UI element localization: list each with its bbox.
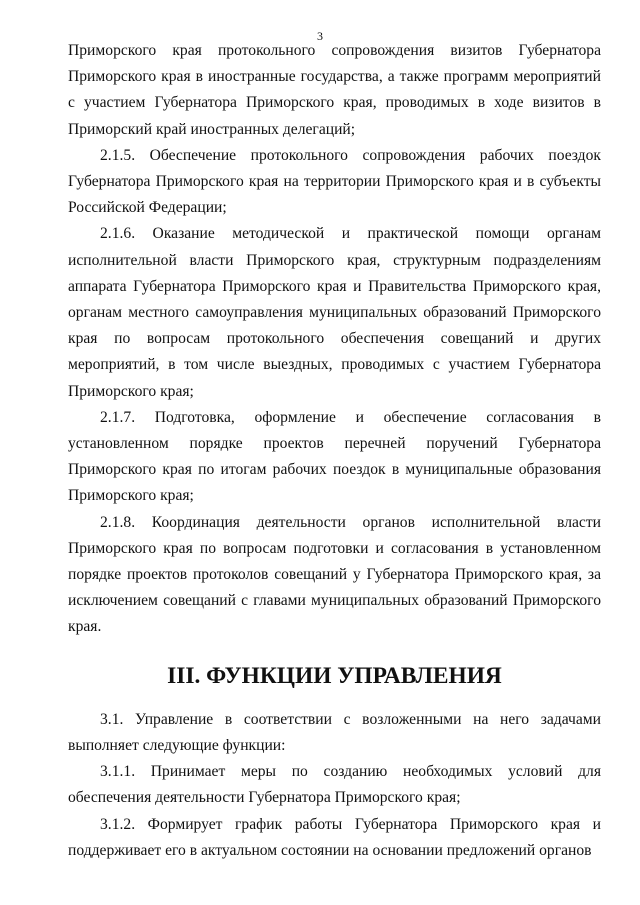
paragraph-2-1-7: 2.1.7. Подготовка, оформление и обеспечение согласования в установленном порядке проектов перечней поручений Губернатора Приморского края по итогам рабочих поездок в муниципальные образования Приморского края;	[68, 408, 601, 505]
paragraph-3-1-2: 3.1.2. Формирует график работы Губернатора Приморского края и поддерживает его в актуальном состоянии на основании предложений органов	[68, 815, 601, 859]
paragraph: Приморского края протокольного сопровождения визитов Губернатора Приморского края в иностранные государства, а также программ мероприятий с участием Губернатора Приморского края, проводимых в ходе визитов в Приморский край иностранных делегаций;	[68, 42, 601, 138]
paragraph-2-1-8: 2.1.8. Координация деятельности органов исполнительной власти Приморского края по вопросам подготовки и согласования в установленном порядке проектов протоколов совещаний у Губернатора Приморского края, за исключением совещаний с главами муниципальных образований Приморского края.	[68, 513, 601, 636]
paragraph-3-1-1: 3.1.1. Принимает меры по созданию необходимых условий для обеспечения деятельности Губернатора Приморского края;	[68, 763, 601, 807]
document-body	[68, 38, 601, 864]
section-heading: III. ФУНКЦИИ УПРАВЛЕНИЯ	[167, 662, 502, 689]
paragraph-2-1-6: 2.1.6. Оказание методической и практической помощи органам исполнительной власти Приморского края, структурным подразделениям аппарата Губернатора Приморского края и Правительства Приморского края, органам местного самоуправления муниципальных образований Приморского края по вопросам протокольного обеспечения совещаний и других мероприятий, в том числе выездных, проводимых с участием Губернатора Приморского края;	[68, 225, 601, 400]
paragraph-3-1: 3.1. Управление в соответствии с возложенными на него задачами выполняет следующие функции:	[68, 710, 601, 755]
paragraph-2-1-5: 2.1.5. Обеспечение протокольного сопровождения рабочих поездок Губернатора Приморского края на территории Приморского края и в субъекты Российской Федерации;	[68, 146, 601, 217]
page-number: 3	[317, 29, 323, 43]
